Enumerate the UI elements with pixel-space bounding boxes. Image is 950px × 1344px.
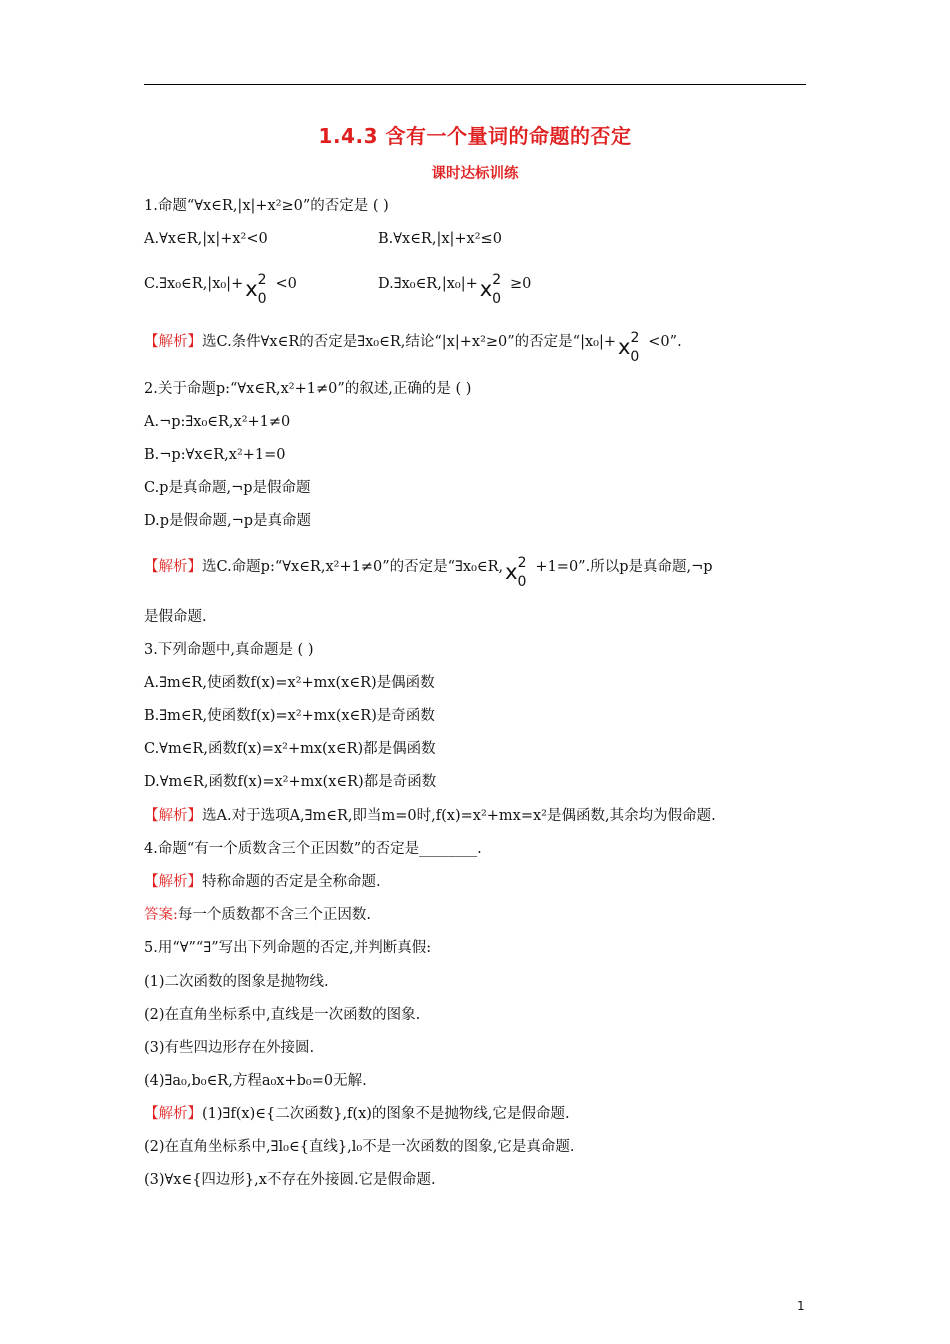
q3-stem: 3.下列命题中,真命题是 ( ) — [144, 642, 314, 658]
q2-stem: 2.关于命题p:“∀x∈R,x²+1≠0”的叙述,正确的是 ( ) — [144, 381, 472, 397]
q3-option-a: A.∃m∈R,使函数f(x)=x²+mx(x∈R)是偶函数 — [144, 675, 435, 691]
analysis-tag: 【解析】 — [144, 1106, 202, 1122]
q1-option-d-pre: D.∃x₀∈R,|x₀|+ — [378, 276, 478, 292]
q2-explanation-post: +1=0”.所以p是真命题,¬p — [535, 559, 713, 575]
x0-squared-image: $x^2_0$ — [479, 272, 502, 308]
q5-explanation-3: (3)∀x∈{四边形},x不存在外接圆.它是假命题. — [144, 1172, 436, 1188]
q3-explanation — [144, 806, 716, 826]
q2-option-a: A.¬p:∃x₀∈R,x²+1≠0 — [144, 414, 291, 430]
q1-explanation-post: <0”. — [648, 334, 682, 350]
q2-option-c: C.p是真命题,¬p是假命题 — [144, 480, 311, 496]
analysis-tag: 【解析】 — [144, 559, 202, 575]
q1-option-c — [144, 266, 297, 308]
q1-explanation-pre: 选C.条件∀x∈R的否定是∃x₀∈R,结论“|x|+x²≥0”的否定是“|x₀|+ — [202, 334, 616, 350]
analysis-tag: 【解析】 — [144, 334, 202, 350]
q4-stem: 4.命题“有一个质数含三个正因数”的否定是________. — [144, 841, 482, 857]
q1-option-c-pre: C.∃x₀∈R,|x₀|+ — [144, 276, 244, 292]
q4-explanation-text: 特称命题的否定是全称命题. — [202, 874, 381, 890]
q5-statement-1: (1)二次函数的图象是抛物线. — [144, 974, 329, 990]
q2-option-d: D.p是假命题,¬p是真命题 — [144, 513, 312, 529]
q5-statement-2: (2)在直角坐标系中,直线是一次函数的图象. — [144, 1007, 421, 1023]
x0-squared-image: $x^2_0$ — [618, 330, 640, 366]
q3-option-c: C.∀m∈R,函数f(x)=x²+mx(x∈R)都是偶函数 — [144, 741, 436, 757]
q1-stem: 1.命题“∀x∈R,|x|+x²≥0”的否定是 ( ) — [144, 198, 389, 214]
q2-option-b: B.¬p:∀x∈R,x²+1=0 — [144, 447, 286, 463]
q1-option-d — [378, 266, 532, 308]
q5-explanation-1-text: (1)∃f(x)∈{二次函数},f(x)的图象不是抛物线,它是假命题. — [202, 1106, 570, 1122]
x0-squared-image: $x^2_0$ — [505, 555, 527, 591]
header-rule — [144, 84, 806, 85]
q5-statement-3: (3)有些四边形存在外接圆. — [144, 1040, 315, 1056]
q1-option-c-post: <0 — [275, 276, 297, 292]
q3-option-b: B.∃m∈R,使函数f(x)=x²+mx(x∈R)是奇函数 — [144, 708, 435, 724]
q4-answer — [144, 905, 371, 925]
q1-option-b: B.∀x∈R,|x|+x²≤0 — [378, 231, 502, 247]
q2-explanation-line2: 是假命题. — [144, 609, 207, 625]
q5-explanation-2: (2)在直角坐标系中,∃l₀∈{直线},l₀不是一次函数的图象,它是真命题. — [144, 1139, 575, 1155]
q5-statement-4: (4)∃a₀,b₀∈R,方程a₀x+b₀=0无解. — [144, 1073, 367, 1089]
page-number: 1 — [797, 1299, 805, 1313]
q2-explanation — [144, 549, 713, 591]
q4-explanation — [144, 872, 381, 892]
q1-option-a: A.∀x∈R,|x|+x²<0 — [144, 231, 268, 247]
q5-stem: 5.用“∀”“∃”写出下列命题的否定,并判断真假: — [144, 940, 432, 956]
q1-option-d-post: ≥0 — [510, 276, 532, 292]
q5-explanation-1 — [144, 1104, 570, 1124]
analysis-tag: 【解析】 — [144, 808, 202, 824]
analysis-tag: 【解析】 — [144, 874, 202, 890]
q4-answer-text: 每一个质数都不含三个正因数. — [177, 907, 371, 923]
answer-label: 答案: — [144, 907, 178, 923]
q3-explanation-text: 选A.对于选项A,∃m∈R,即当m=0时,f(x)=x²+mx=x²是偶函数,其余均为假命题. — [202, 808, 716, 824]
q1-explanation — [144, 324, 682, 366]
q3-option-d: D.∀m∈R,函数f(x)=x²+mx(x∈R)都是奇函数 — [144, 774, 437, 790]
x0-squared-image: $x^2_0$ — [245, 272, 267, 308]
q2-explanation-pre: 选C.命题p:“∀x∈R,x²+1≠0”的否定是“∃x₀∈R, — [202, 559, 504, 575]
page-subtitle: 课时达标训练 — [431, 166, 519, 182]
page-title: 1.4.3 含有一个量词的命题的否定 — [318, 124, 632, 148]
